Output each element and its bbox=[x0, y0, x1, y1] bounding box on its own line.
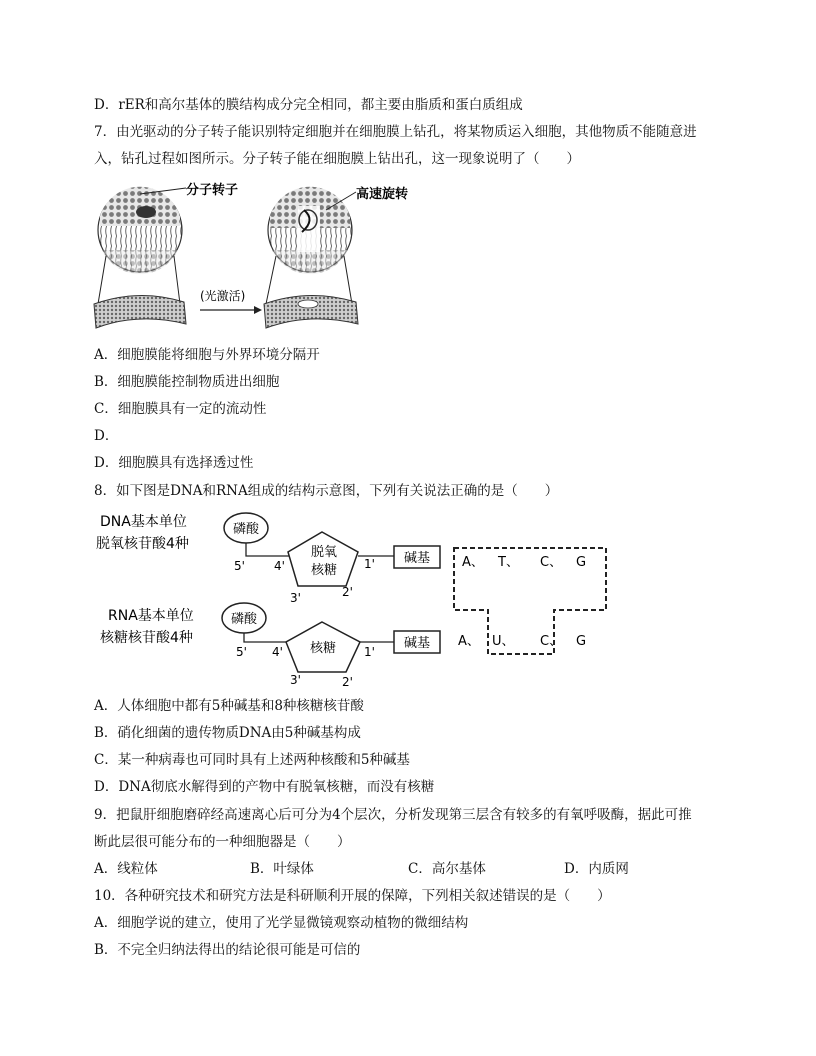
q9-option-d: D．内质网 bbox=[564, 861, 629, 877]
rna-base-a: A、 bbox=[458, 634, 480, 649]
svg-text:核糖: 核糖 bbox=[310, 563, 338, 578]
q8-option-d: D．DNA彻底水解得到的产物中有脱氧核糖，而没有核糖 bbox=[94, 779, 435, 795]
q7-option-a: A．细胞膜能将细胞与外界环境分隔开 bbox=[94, 347, 320, 363]
q6-option-d: D．rER和高尔基体的膜结构成分完全相同，都主要由脂质和蛋白质组成 bbox=[94, 97, 523, 113]
q7-option-d-blank: D． bbox=[94, 428, 119, 444]
svg-text:3': 3' bbox=[290, 673, 301, 687]
rna-base-u: U、 bbox=[492, 634, 515, 649]
membrane-left bbox=[94, 295, 186, 328]
svg-text:5': 5' bbox=[234, 559, 245, 573]
rna-title-line1: RNA基本单位 bbox=[108, 608, 194, 624]
q9-option-a: A．线粒体 bbox=[94, 861, 158, 877]
rna-base-g: G bbox=[576, 634, 587, 649]
q7-option-c: C．细胞膜具有一定的流动性 bbox=[94, 401, 267, 417]
rna-base-c: C、 bbox=[540, 634, 563, 649]
svg-text:碱基: 碱基 bbox=[403, 636, 431, 651]
q10-stem: 10．各种研究技术和研究方法是科研顺利开展的保障，下列相关叙述错误的是（ ） bbox=[94, 888, 611, 904]
svg-text:(光激活): (光激活) bbox=[200, 289, 246, 303]
q10-option-a: A．细胞学说的建立，使用了光学显微镜观察动植物的微细结构 bbox=[94, 915, 469, 931]
svg-text:5': 5' bbox=[236, 645, 247, 659]
svg-text:2': 2' bbox=[342, 585, 353, 599]
q9-option-b: B．叶绿体 bbox=[250, 861, 314, 877]
dna-title-line2: 脱氧核苷酸4种 bbox=[96, 536, 189, 552]
q7-option-d: D．细胞膜具有选择透过性 bbox=[94, 455, 254, 471]
q7-stem-line1: 7．由光驱动的分子转子能识别特定细胞并在细胞膜上钻孔，将某物质运入细胞，其他物质不能随意进 bbox=[94, 124, 697, 140]
molecular-rotor-figure bbox=[94, 176, 409, 338]
q9-stem-line1: 9．把鼠肝细胞磨碎经高速离心后可分为4个层次，分析发现第三层含有较多的有氧呼吸酶，据此可推 bbox=[94, 807, 692, 823]
svg-text:磷酸: 磷酸 bbox=[232, 522, 260, 537]
q8-stem: 8．如下图是DNA和RNA组成的结构示意图，下列有关说法正确的是（ ） bbox=[94, 483, 559, 499]
q7-stem-line2: 入，钻孔过程如图所示。分子转子能在细胞膜上钻出孔，这一现象说明了（ ） bbox=[94, 151, 580, 167]
rotor-left-zoom bbox=[98, 187, 182, 274]
svg-text:核糖: 核糖 bbox=[309, 641, 337, 656]
dna-base-t: T、 bbox=[498, 555, 519, 570]
dna-title-line1: DNA基本单位 bbox=[100, 514, 187, 530]
rotor-right-zoom bbox=[268, 187, 352, 274]
svg-text:3': 3' bbox=[290, 591, 301, 605]
svg-text:磷酸: 磷酸 bbox=[230, 612, 258, 627]
q9-option-c: C．高尔基体 bbox=[408, 861, 486, 877]
svg-text:1': 1' bbox=[364, 645, 375, 659]
dna-base-a: A、 bbox=[462, 555, 484, 570]
svg-text:脱氧: 脱氧 bbox=[310, 545, 338, 560]
q8-option-a: A．人体细胞中都有5种碱基和8种核糖核苷酸 bbox=[94, 698, 364, 714]
rna-title-line2: 核糖核苷酸4种 bbox=[100, 630, 193, 646]
nucleotide-structure-figure bbox=[94, 508, 614, 688]
label-molecular-rotor: 分子转子 bbox=[186, 183, 239, 198]
dna-base-g: G bbox=[576, 555, 587, 570]
label-high-speed-rotation: 高速旋转 bbox=[356, 187, 409, 202]
light-activation-arrow bbox=[200, 288, 262, 314]
q8-option-c: C．某一种病毒也可同时具有上述两种核酸和5种碱基 bbox=[94, 752, 410, 768]
svg-text:4': 4' bbox=[274, 559, 285, 573]
svg-text:4': 4' bbox=[272, 645, 283, 659]
svg-text:2': 2' bbox=[342, 675, 353, 689]
q7-option-b: B．细胞膜能控制物质进出细胞 bbox=[94, 374, 280, 390]
svg-text:碱基: 碱基 bbox=[403, 551, 431, 566]
q8-option-b: B．硝化细菌的遗传物质DNA由5种碱基构成 bbox=[94, 725, 361, 741]
q10-option-b: B．不完全归纳法得出的结论很可能是可信的 bbox=[94, 942, 361, 958]
svg-text:1': 1' bbox=[364, 557, 375, 571]
q9-stem-line2: 断此层很可能分布的一种细胞器是（ ） bbox=[94, 834, 351, 850]
dna-base-c: C、 bbox=[540, 555, 563, 570]
